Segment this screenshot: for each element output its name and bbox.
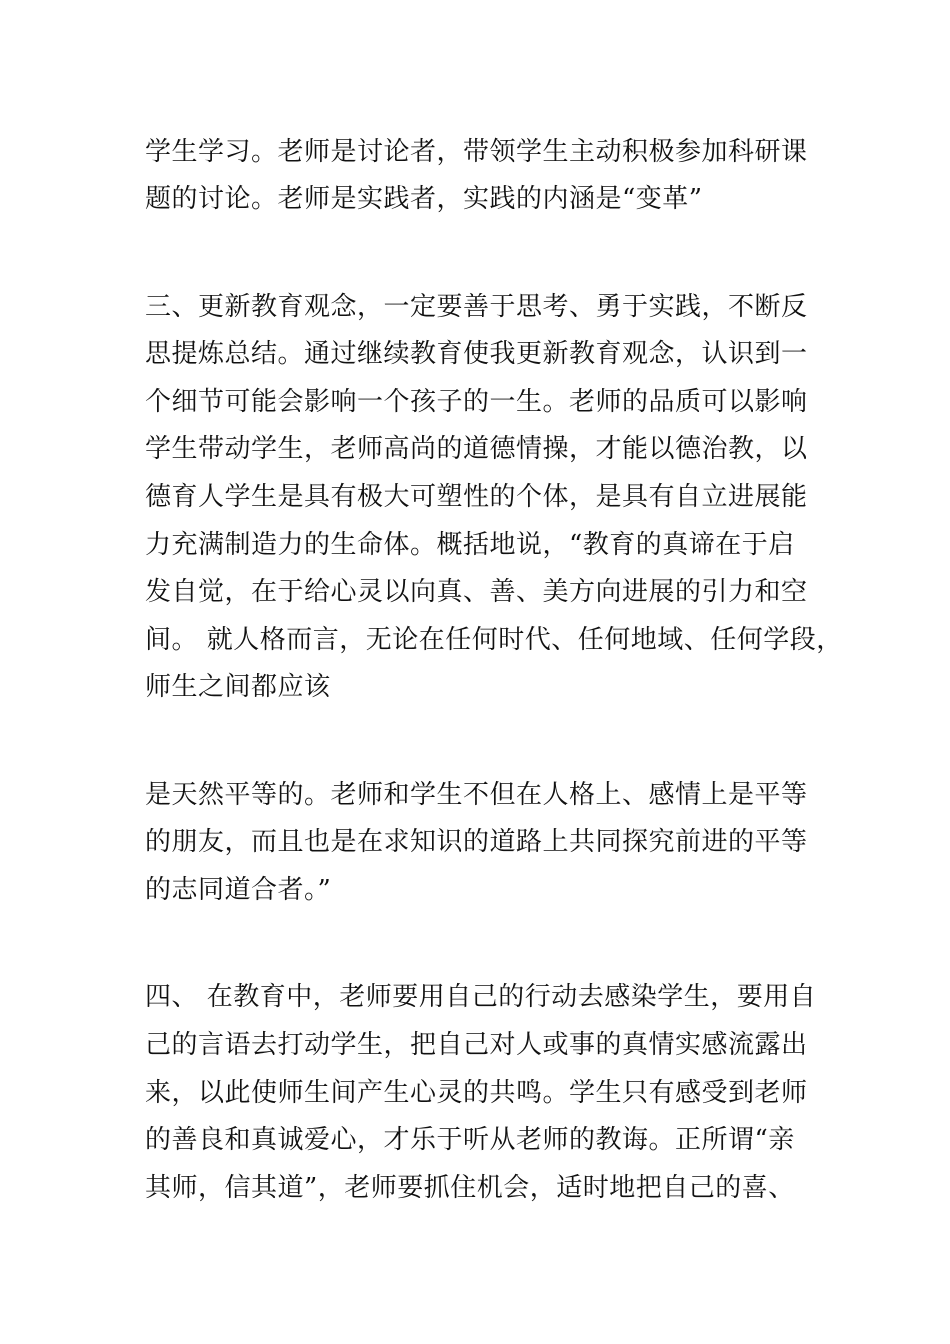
text-line: 发自觉，在于给心灵以向真、善、美方向进展的引力和空 xyxy=(145,577,808,607)
text-line: 其师，信其道”，老师要抓住机会，适时地把自己的喜、 xyxy=(145,1173,795,1203)
text-line: 力充满制造力的生命体。概括地说，“教育的真谛在于启 xyxy=(145,530,795,560)
text-line: 个细节可能会影响一个孩子的一生。老师的品质可以影响 xyxy=(145,387,808,417)
section-heading-3: 三、更新教育观念，一定要善于思考、勇于实践，不断反 xyxy=(145,292,808,322)
text-line: 德育人学生是具有极大可塑性的个体，是具有自立进展能 xyxy=(145,482,808,512)
text-line: 学生带动学生，老师高尚的道德情操，才能以德治教，以 xyxy=(145,434,808,464)
text-line: 师生之间都应该 xyxy=(145,672,331,702)
text-line: 题的讨论。老师是实践者，实践的内涵是“变革” xyxy=(145,184,703,214)
text-line: 是天然平等的。老师和学生不但在人格上、感情上是平等 xyxy=(145,780,808,810)
text-line: 的朋友，而且也是在求知识的道路上共同探究前进的平等 xyxy=(145,827,808,857)
text-line: 学生学习。老师是讨论者，带领学生主动积极参加科研课 xyxy=(145,137,808,167)
text-line: 的志同道合者。” xyxy=(145,875,332,905)
text-line: 思提炼总结。通过继续教育使我更新教育观念，认识到一 xyxy=(145,339,808,369)
text-line: 来，以此使师生间产生心灵的共鸣。学生只有感受到老师 xyxy=(145,1078,808,1108)
section-heading-4: 四、 在教育中，老师要用自己的行动去感染学生，要用自 xyxy=(145,982,817,1012)
text-line: 间。 就人格而言，无论在任何时代、任何地域、任何学段， xyxy=(145,625,843,655)
text-line: 的善良和真诚爱心，才乐于听从老师的教诲。正所谓“亲 xyxy=(145,1125,795,1155)
text-line: 己的言语去打动学生，把自己对人或事的真情实感流露出 xyxy=(145,1030,808,1060)
